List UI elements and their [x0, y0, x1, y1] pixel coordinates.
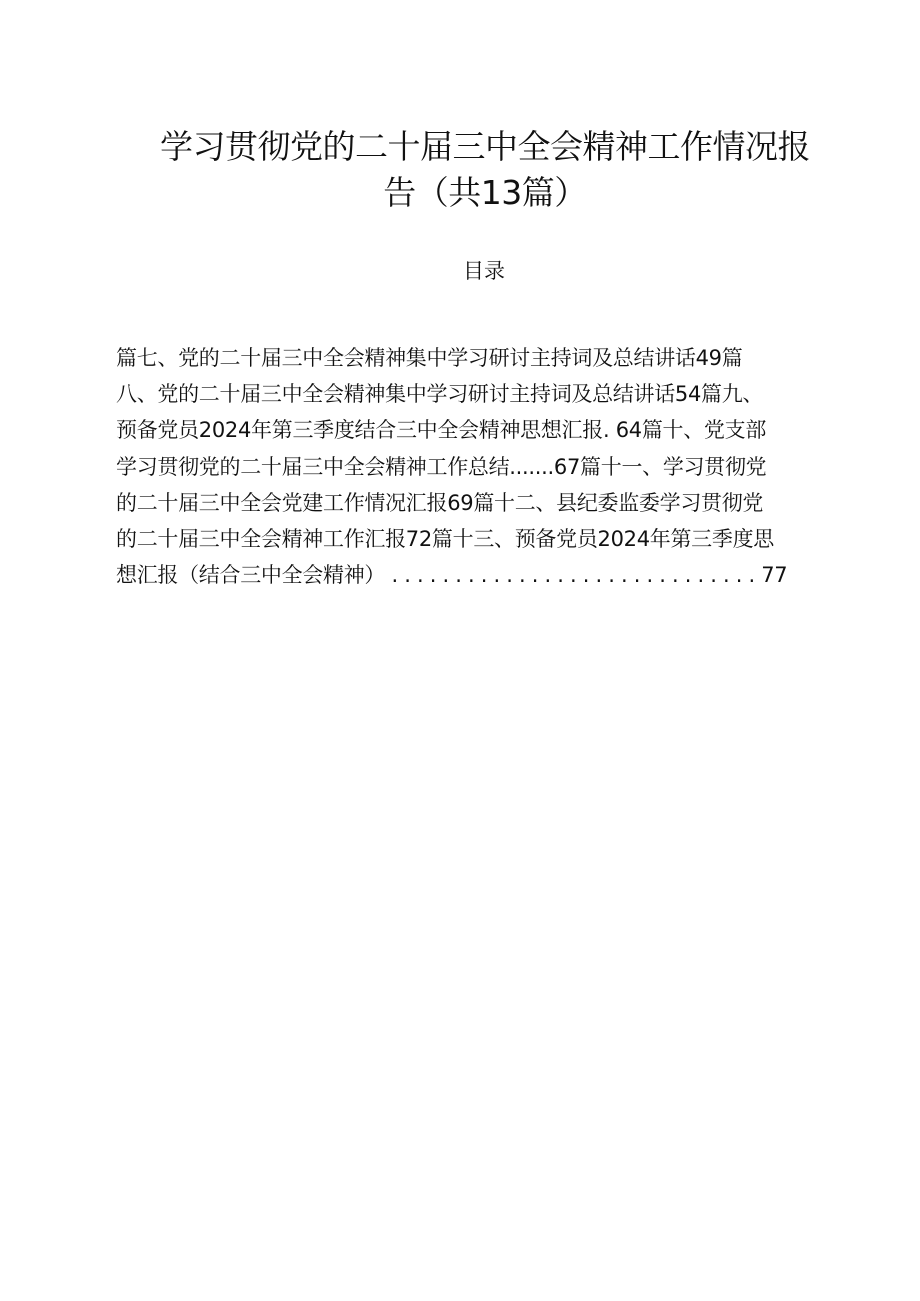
title-line-2: 告（共13篇）	[383, 173, 587, 212]
toc-line-6: 的二十届三中全会精神工作汇报72篇十三、预备党员2024年第三季度思	[116, 527, 774, 552]
toc-line-1: 篇七、党的二十届三中全会精神集中学习研讨主持词及总结讲话49篇	[116, 346, 743, 370]
title-line-1: 学习贯彻党的二十届三中全会精神工作情况报	[160, 127, 810, 166]
document-title	[140, 124, 830, 216]
toc-line-4: 学习贯彻党的二十届三中全会精神工作总结.......67篇十一、学习贯彻党	[116, 454, 767, 479]
toc-heading: 目录	[463, 259, 505, 283]
toc-line-2: 八、党的二十届三中全会精神集中学习研讨主持词及总结讲话54篇九、	[116, 382, 764, 407]
toc-line-7: 想汇报（结合三中全会精神） . . . . . . . . . . . . . . . . . . . . . . . . . . . . . 77	[116, 563, 788, 588]
table-of-contents	[116, 340, 844, 593]
toc-line-3: 预备党员2024年第三季度结合三中全会精神思想汇报. 64篇十、党支部	[116, 418, 767, 443]
toc-line-5: 的二十届三中全会党建工作情况汇报69篇十二、县纪委监委学习贯彻党	[116, 490, 764, 515]
